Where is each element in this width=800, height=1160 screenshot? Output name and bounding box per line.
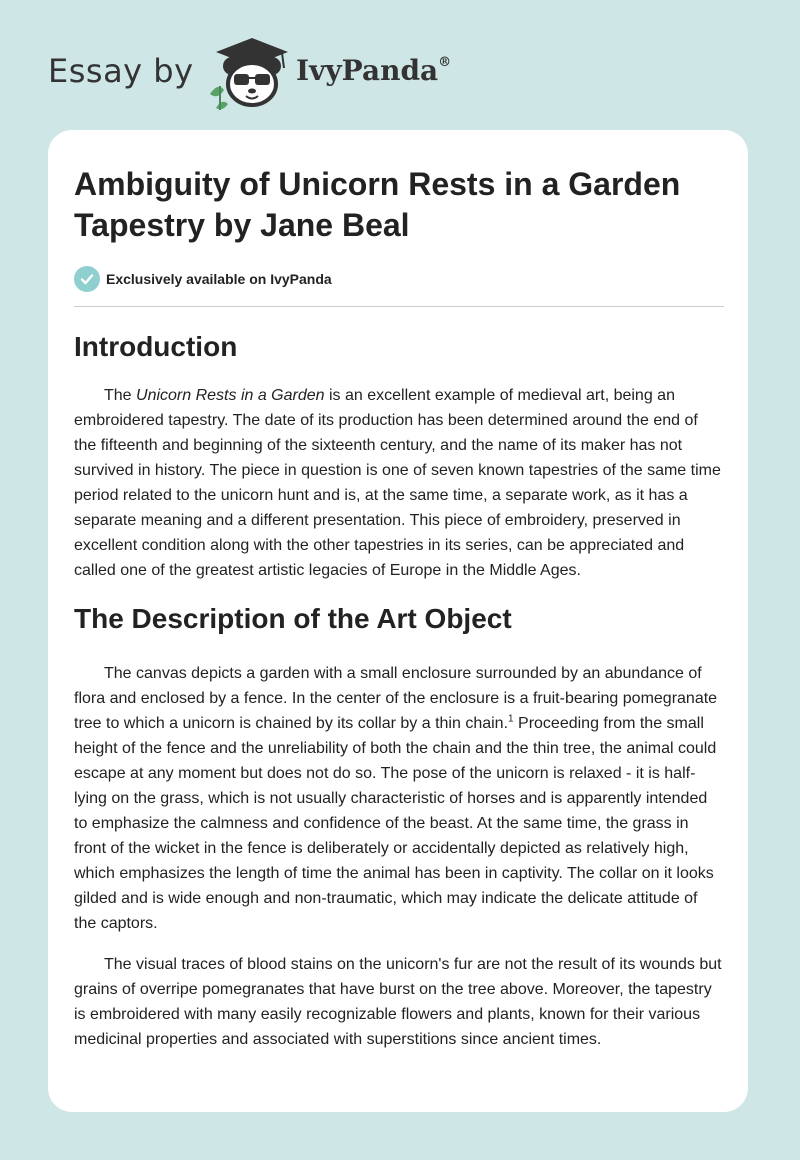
panda-mascot-icon [202,34,296,110]
check-icon [74,266,100,292]
essay-title: Ambiguity of Unicorn Rests in a Garden Tapestry by Jane Beal [74,166,681,243]
section-heading-description: The Description of the Art Object [74,603,512,634]
brand-prefix: Essay by [48,52,194,90]
brand-name: IvyPanda® [296,54,452,87]
artwork-title: Unicorn Rests in a Garden [136,387,325,404]
section-heading-introduction: Introduction [74,331,238,362]
exclusive-badge [74,266,724,292]
footnote-link[interactable]: 1 [508,713,514,725]
description-paragraph-2: The visual traces of blood stains on the unicorn's fur are not the result of its wounds but grains of overripe pomegranates that have burst on the tree above. Moreover, the tapestry is embroidered with many easily recognizable flowers and plants, known for their various medicinal properties and associated with superstitions since ancient times. [74,956,722,1048]
brand-logo[interactable] [48,34,508,110]
divider [74,306,724,307]
essay-content [74,164,724,1052]
registered-mark: ® [438,54,452,70]
description-paragraph-1: The canvas depicts a garden with a small enclosure surrounded by an abundance of flora and enclosed by a fence. In the center of the enclosure is a fruit-bearing pomegranate tree to which a unicorn is chained by its collar by a thin chain.$^1$ Proceeding from the small height of the fence and the unreliability of both the chain and the thin tree, the animal could escape at any moment but does not do so. The pose of the unicorn is relaxed - it is half-lying on the grass, which is not usually characteristic of horses and is apparently intended to emphasize the calmness and confidence of the beast. At the same time, the grass in front of the wicket in the fence is deliberately or accidentally depicted as relatively high, which emphasizes the length of time the animal has been in captivity. The collar on it looks gilded and is wide enough and non-traumatic, which may indicate the delicate attitude of the captors. [74,665,718,932]
introduction-paragraph: The Unicorn Rests in a Garden is an excellent example of medieval art, being an embroidered tapestry. The date of its production has been determined around the end of the fifteenth and beginning of the sixteenth century, and the name of its maker has not survived in history. The piece in question is one of seven known tapestries of the same time period related to the unicorn hunt and is, at the same time, a separate work, as it has a separate meaning and a different presentation. This piece of embroidery, preserved in excellent condition along with the other tapestries in its series, can be appreciated and called one of the greatest artistic legacies of Europe in the Middle Ages. [74,387,721,579]
essay-card [48,130,748,1112]
exclusive-badge-label: Exclusively available on IvyPanda [106,271,332,287]
